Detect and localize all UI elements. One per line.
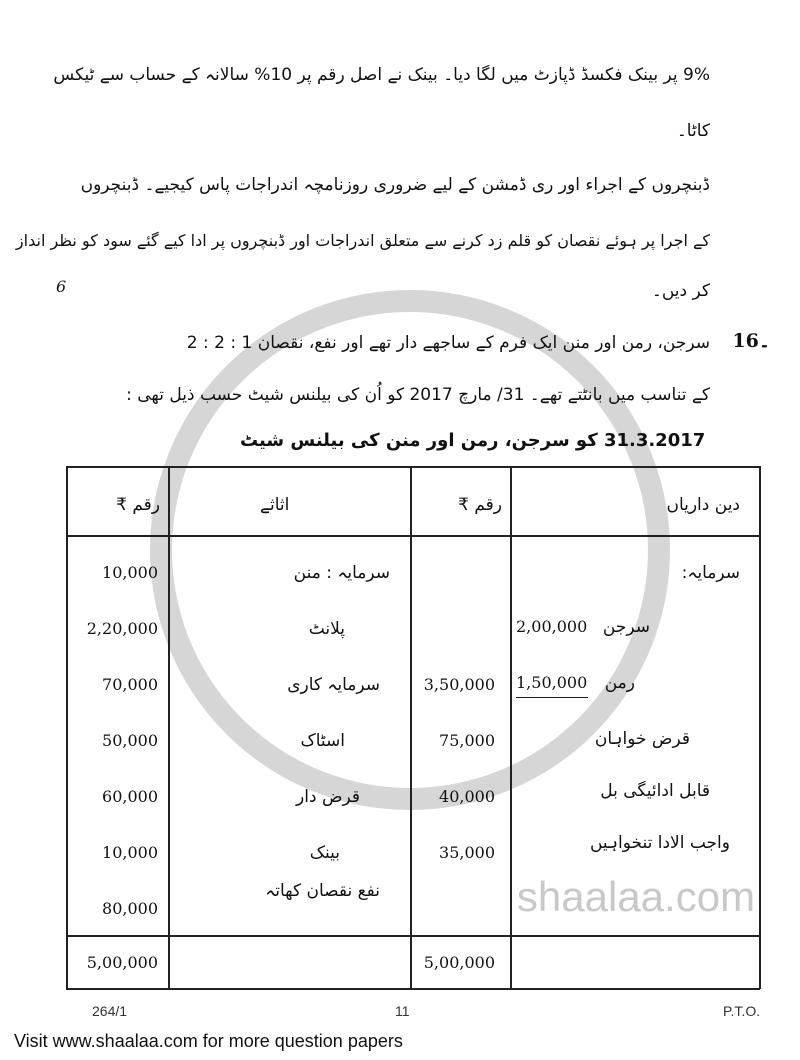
table-border <box>66 535 760 537</box>
prev-question-line3: ڈبنچروں کے اجراء اور ری ڈمشن کے لیے ضروری روزنامچہ اندراجات پاس کیجیے۔ ڈبنچروں <box>80 175 710 195</box>
asset-amount: 70,000 <box>102 675 158 694</box>
asset-amount: 2,20,000 <box>86 619 158 638</box>
asset-label: پلانٹ <box>308 619 345 639</box>
paper-code: 264/1 <box>92 1003 128 1019</box>
total-assets: 5,00,000 <box>86 953 158 972</box>
asset-amount: 60,000 <box>102 787 158 806</box>
table-border <box>66 988 760 990</box>
table-border <box>410 466 412 989</box>
asset-amount: 10,000 <box>102 843 158 862</box>
liability-amount: 40,000 <box>439 787 495 806</box>
table-title: 31.3.2017 کو سرجن، رمن اور منن کی بیلنس شیٹ <box>240 430 706 451</box>
table-border <box>168 466 170 989</box>
pto: P.T.O. <box>723 1003 761 1019</box>
visit-link[interactable]: Visit www.shaalaa.com for more question papers <box>14 1031 403 1051</box>
liability-sub-amount: 1,50,000 <box>516 673 588 692</box>
asset-amount: 10,000 <box>102 563 158 582</box>
prev-question-line5: کر دیں۔ <box>651 281 710 301</box>
prev-question-line4: کے اجرا پر ہوئے نقصان کو قلم زد کرنے سے متعلق اندراجات اور ڈبنچروں پر ادا کیے گئے سود کو نظر انداز <box>15 231 710 250</box>
liability-sub-amount: 2,00,000 <box>516 617 588 636</box>
asset-amount: 50,000 <box>102 731 158 750</box>
table-border <box>510 466 512 989</box>
table-border <box>759 466 761 989</box>
liability-amount: 75,000 <box>439 731 495 750</box>
table-border <box>66 466 760 468</box>
marks: 6 <box>56 277 67 296</box>
liability-label: سرجن <box>602 617 650 637</box>
asset-label: قرض دار <box>296 787 360 807</box>
watermark: shaalaa.com <box>516 873 756 920</box>
liability-label: سرمایہ: <box>681 563 740 583</box>
liability-label: قرض خواہان <box>594 729 690 749</box>
asset-label: اسٹاک <box>300 731 345 751</box>
asset-label: سرمایہ : منن <box>293 563 390 583</box>
prev-question-line2: کاٹا۔ <box>676 121 710 141</box>
total-liabilities: 5,00,000 <box>423 953 495 972</box>
header-assets: اثاثے <box>260 495 290 515</box>
asset-amount: 80,000 <box>102 899 158 918</box>
prev-question-line1: 9% پر بینک فکسڈ ڈپازٹ میں لگا دیا۔ بینک نے اصل رقم پر 10% سالانہ کے حساب سے ٹیکس <box>53 65 710 85</box>
question-number: 16۔ <box>732 330 770 352</box>
header-amount-assets: رقم ₹ <box>116 495 160 515</box>
page-number: 11 <box>395 1003 410 1019</box>
asset-label: سرمایہ کاری <box>287 675 380 695</box>
liability-label: واجب الادا تنخواہیں <box>589 833 730 853</box>
liability-amount: 35,000 <box>439 843 495 862</box>
asset-label: نفع نقصان کھاتہ <box>265 881 380 901</box>
subtotal-underline <box>516 697 588 698</box>
liability-label: قابل ادائیگی بل <box>600 781 710 801</box>
header-liabilities: دین داریاں <box>666 495 740 515</box>
q16-line2: کے تناسب میں بانٹتے تھے۔ 31/ مارچ 2017 کو اُن کی بیلنس شیٹ حسب ذیل تھی : <box>126 385 710 405</box>
asset-label: بینک <box>309 843 340 863</box>
liability-label: رمن <box>604 673 635 693</box>
q16-line1: سرجن، رمن اور منن ایک فرم کے ساجھے دار تھے اور نفع، نقصان 1 : 2 : 2 <box>186 333 710 353</box>
liability-amount: 3,50,000 <box>423 675 495 694</box>
table-border <box>66 935 760 937</box>
header-amount-liabilities: رقم ₹ <box>458 495 502 515</box>
table-border <box>66 466 68 989</box>
